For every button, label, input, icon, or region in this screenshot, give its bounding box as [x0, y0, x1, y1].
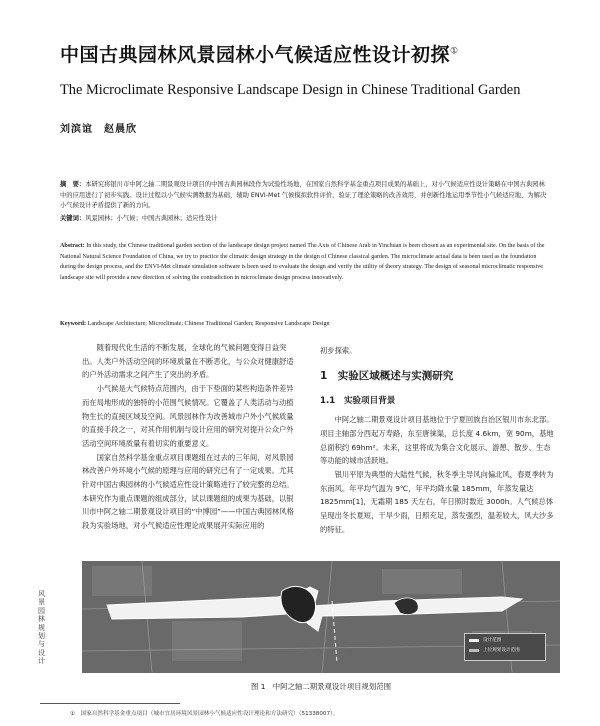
title-footnote-mark: ① [450, 46, 459, 57]
authors: 刘滨谊 赵晨欣 [60, 124, 137, 135]
journal-side-label: 风景园林规划与设计 [38, 590, 45, 666]
body-paragraph: 国家自然科学基金重点项目课题组在过去的三年间，对风景园林改善户外环境小气候的原理与应用的研究已有了一定成果。尤其针对中国古典园林的小气候适应性设计策略进行了较完整的总结。本研究作为重点课题的组成部分，试以课题组的成果为基础，以银川市中阿之轴二期景观设计项目的“中博园”——中国古典园林风格段为实验场地，对小气候适应性理论成果展开实际应用的 [82, 452, 294, 531]
figure-caption: 图 1 中阿之轴二期景观设计项目规划范围 [250, 682, 392, 691]
body-paragraph: 中阿之轴二期景观设计项目基地位于宁夏回族自治区银川市东北部。项目主轴部分西起万寿路，东至唐徕渠，总长度 4.6km，宽 90m，基地总面积约 69hm²。未来，这里将成为集合文化展示、游憩、散步、生态等功能的城市活跃地。 [320, 415, 554, 466]
keywords-cn: 关键词：风景园林；小气候；中国古典园林；适应性设计 [60, 215, 218, 222]
abstract-en: Abstract: In this study, the Chinese traditional garden section of the landscape design project named The Axis of Chinese Arab in Yinchuan is been chosen as an experimental site. On the basis of the National Natural Science Foundation of China, we try to practice the climatic design strategy in the design of Chinese classical garden. The microclimate actual data is been used as the foundation during the design process, and the ENVI-Met climate simulation software is been used to evaluate the design and verify the utility of theory strategy. The design of seasonal microclimatic responsive landscape site will provide a new direction of solving the contradiction in microclimate design process innovatively. [60, 243, 545, 281]
paper-title-cn: 中国古典园林风景园林小气候适应性设计初探① [60, 44, 459, 66]
body-paragraph: 随着现代化生活的不断发展，全球化的气候问题变得日益突出。人类户外活动空间的环境质量在不断恶化，与公众对健康舒适的户外活动需求之间产生了突出的矛盾。 [82, 343, 294, 380]
footnote: ① 国家自然科学基金重点项目（城市宜居环境风景园林小气候适应性设计理论和方法研究）（51338007）。 [70, 711, 339, 717]
keywords-en: Keyword: Landscape Architecture; Microclimate; Chinese Traditional Garden; Responsive Landscape Design [60, 321, 330, 327]
body-continuation: 初步探索。 [320, 346, 357, 355]
legend-design-area: 设计范围 [483, 638, 502, 643]
abstract-cn: 摘 要：本研究将银川市中阿之轴二期景观设计项目的中国古典园林段作为试验性场地，在国家自然科学基金重点项目成果的基础上，对小气候适应性设计策略在中国古典园林中的应用进行了初步实践。设计过程以小气候实测数据为基础，辅助 ENVI-Met 气候模拟软件评价，验证了理论策略的改善效用，并创新性地运用季节性小气候适应地，为解决小气候设计矛盾提供了新的方向。 [60, 181, 547, 210]
subsection-heading: 1.1 实验项目背景 [320, 396, 396, 407]
site-plan-figure [82, 561, 560, 673]
footnote-divider [40, 703, 180, 704]
legend-upper-plan: 上位规划设计范围 [483, 648, 520, 653]
body-left-column [82, 341, 297, 533]
body-right-column [320, 344, 555, 536]
paper-title-en: The Microclimate Responsive Landscape Design in Chinese Traditional Garden [60, 82, 521, 98]
section-heading: 1 实验区域概述与实测研究 [320, 369, 454, 382]
body-paragraph: 小气候是大气候特点范围内，由于下垫面的某些构造条件差异而在局地形成的独特的小范围气候情况。它覆盖了人类活动与动植物生长的直接区域及空间。风景园林作为改善城市户外小气候质量的直接手段之一，对其作用机制与设计应用的研究对提升公众户外活动空间环境质量有着切实的重要意义。 [82, 384, 294, 448]
body-paragraph: 银川平原为典型的大陆性气候，秋冬季主导风向偏北风，春夏季转为东南风。年平均气温为 9℃，年平均降水量 185mm，年蒸发量达 1825mm[1]，无霜期 185 天左右，年日照时数近 3000h。人气候总体呈现出冬长夏短，干旱少雨，日照充足，蒸发强烈，温差较大，风大沙多的特征。 [320, 469, 554, 534]
map-legend [464, 633, 546, 661]
